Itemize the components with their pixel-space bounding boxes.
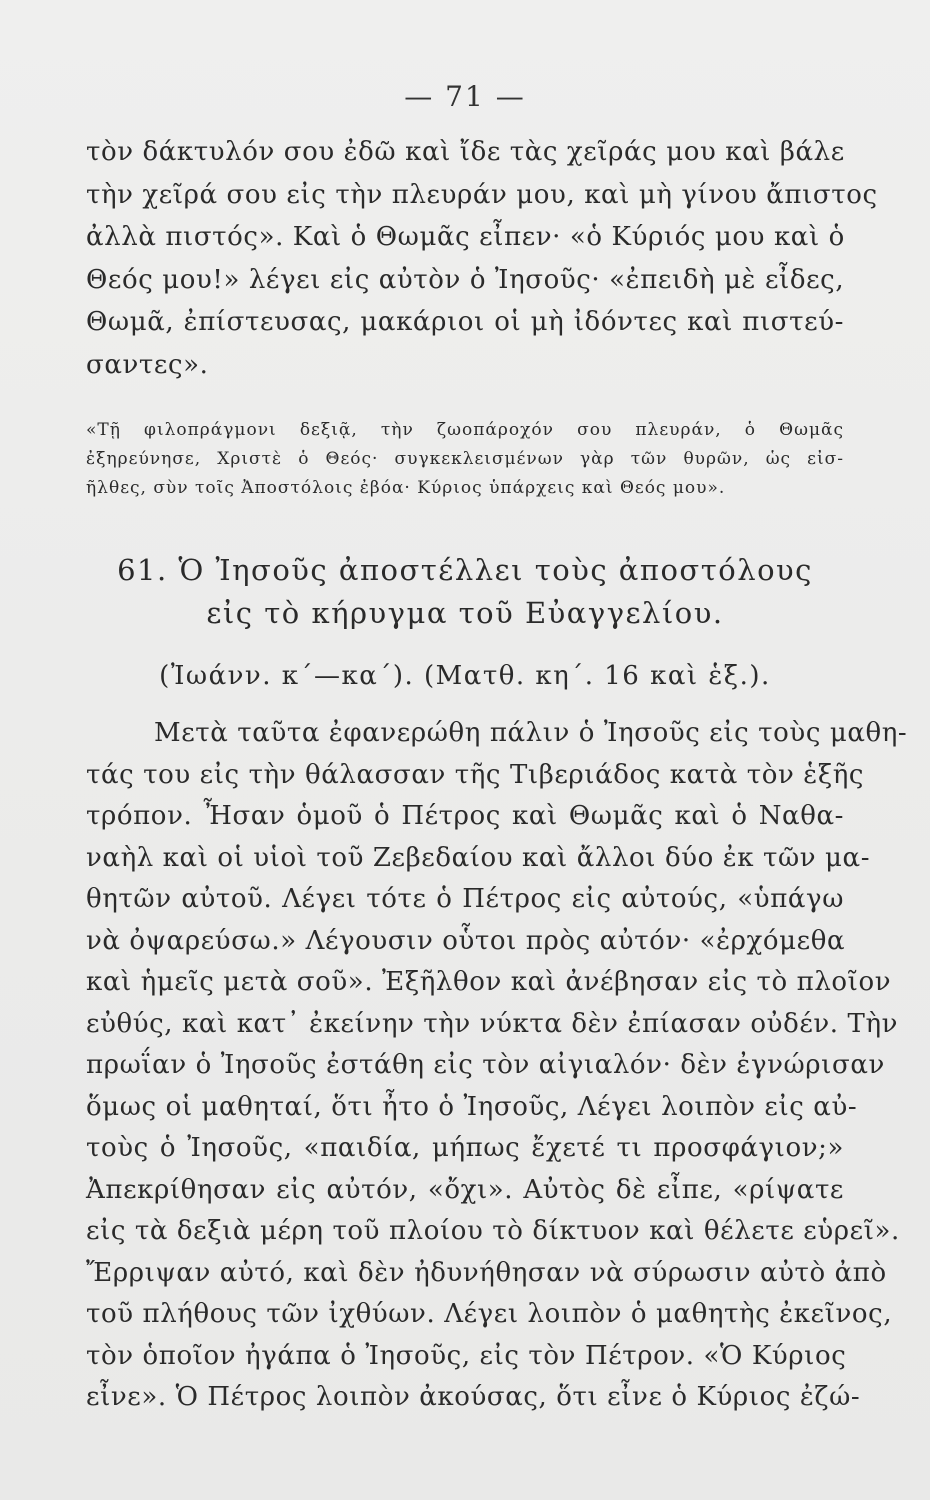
text-line: εἶνε». Ὁ Πέτρος λοιπὸν ἀκούσας, ὅτι εἶνε ὁ Κύριος ἐζώ- <box>86 1382 861 1412</box>
note-line: ἐξηρεύνησε, Χριστὲ ὁ Θεός· συγκεκλεισμένων γὰρ τῶν θυρῶν, ὡς εἰσ- <box>86 449 844 469</box>
text-line: ναὴλ καὶ οἱ υἱοὶ τοῦ Ζεβεδαίου καὶ ἄλλοι δύο ἐκ τῶν μα- <box>86 842 871 873</box>
section-body <box>86 713 908 1419</box>
text-line: Ἔρριψαν αὐτό, καὶ δὲν ἠδυνήθησαν νὰ σύρωσιν αὐτὸ ἀπὸ <box>86 1257 887 1288</box>
text-line: ὅμως οἱ μαθηταί, ὅτι ἦτο ὁ Ἰησοῦς, Λέγει λοιπὸν εἰς αὐ- <box>86 1091 858 1122</box>
section-title-line-2: εἰς τὸ κήρυγμα τοῦ Εὐαγγελίου. <box>206 596 724 630</box>
text-line: τὸν δάκτυλόν σου ἐδῶ καὶ ἴδε τὰς χεῖράς μου καὶ βάλε <box>86 137 845 167</box>
text-line: Θεός μου!» λέγει εἰς αὐτὸν ὁ Ἰησοῦς· «ἐπειδὴ μὲ εἶδες, <box>86 264 845 295</box>
paragraph-continuation <box>86 131 878 386</box>
text-line: εἰς τὰ δεξιὰ μέρη τοῦ πλοίου τὸ δίκτυον καὶ θέλετε εὑρεῖ». <box>86 1216 900 1246</box>
text-line: ἀλλὰ πιστός». Καὶ ὁ Θωμᾶς εἶπεν· «ὁ Κύριός μου καὶ ὁ <box>86 222 845 252</box>
note-line: ῆλθες, σὺν τοῖς Ἀποστόλοις ἐβόα· Κύριος ὑπάρχεις καὶ Θεός μου». <box>86 478 726 498</box>
text-line: εὐθύς, καὶ κατ᾽ ἐκείνην τὴν νύκτα δὲν ἐπίασαν οὐδέν. Τὴν <box>86 1008 899 1039</box>
text-line: τάς του εἰς τὴν θάλασσαν τῆς Τιβεριάδος κατὰ τὸν ἑξῆς <box>86 759 865 790</box>
hymn-note <box>86 416 844 503</box>
text-line: τοῦ πλήθους τῶν ἰχθύων. Λέγει λοιπὸν ὁ μαθητὴς ἐκεῖνος, <box>86 1299 893 1329</box>
text-line: Θωμᾶ, ἐπίστευσας, μακάριοι οἱ μὴ ἰδόντες καὶ πιστεύ- <box>86 307 844 337</box>
text-line: τοὺς ὁ Ἰησοῦς, «παιδία, μήπως ἔχετέ τι προσφάγιον;» <box>86 1133 844 1163</box>
page-number: — 71 — <box>404 80 526 113</box>
text-line: τὴν χεῖρά σου εἰς τὴν πλευράν μου, καὶ μὴ γίνου ἄπιστος <box>86 179 878 210</box>
text-line: πρωΐαν ὁ Ἰησοῦς ἐστάθη εἰς τὸν αἰγιαλόν· δὲν ἐγνώρισαν <box>86 1050 885 1080</box>
section-title-line-1: 61. Ὁ Ἰησοῦς ἀποστέλλει τοὺς ἀποστόλους <box>117 553 813 587</box>
text-line: σαντες». <box>86 349 209 380</box>
text-line: τρόπον. Ἦσαν ὁμοῦ ὁ Πέτρος καὶ Θωμᾶς καὶ ὁ Ναθα- <box>86 801 844 831</box>
text-line: τὸν ὁποῖον ἠγάπα ὁ Ἰησοῦς, εἰς τὸν Πέτρον. «Ὁ Κύριος <box>86 1340 847 1371</box>
text-line: Μετὰ ταῦτα ἐφανερώθη πάλιν ὁ Ἰησοῦς εἰς τοὺς μαθη- <box>154 718 908 748</box>
section-heading <box>86 549 844 635</box>
text-line: θητῶν αὐτοῦ. Λέγει τότε ὁ Πέτρος εἰς αὐτούς, «ὑπάγω <box>86 884 844 914</box>
text-line: καὶ ἡμεῖς μετὰ σοῦ». Ἐξῆλθον καὶ ἀνέβησαν εἰς τὸ πλοῖον <box>86 967 892 997</box>
text-line: Ἀπεκρίθησαν εἰς αὐτόν, «ὄχι». Αὐτὸς δὲ εἶπε, «ρίψατε <box>86 1174 844 1205</box>
text-line: νὰ ὀψαρεύσω.» Λέγουσιν οὗτοι πρὸς αὐτόν· «ἐρχόμεθα <box>86 925 846 956</box>
scripture-reference: (Ἰωάνν. κ΄—κα΄). (Ματθ. κη΄. 16 καὶ ἑξ.). <box>159 661 771 691</box>
note-line: «Τῇ φιλοπράγμονι δεξιᾷ, τὴν ζωοπάροχόν σου πλευράν, ὁ Θωμᾶς <box>86 420 844 440</box>
